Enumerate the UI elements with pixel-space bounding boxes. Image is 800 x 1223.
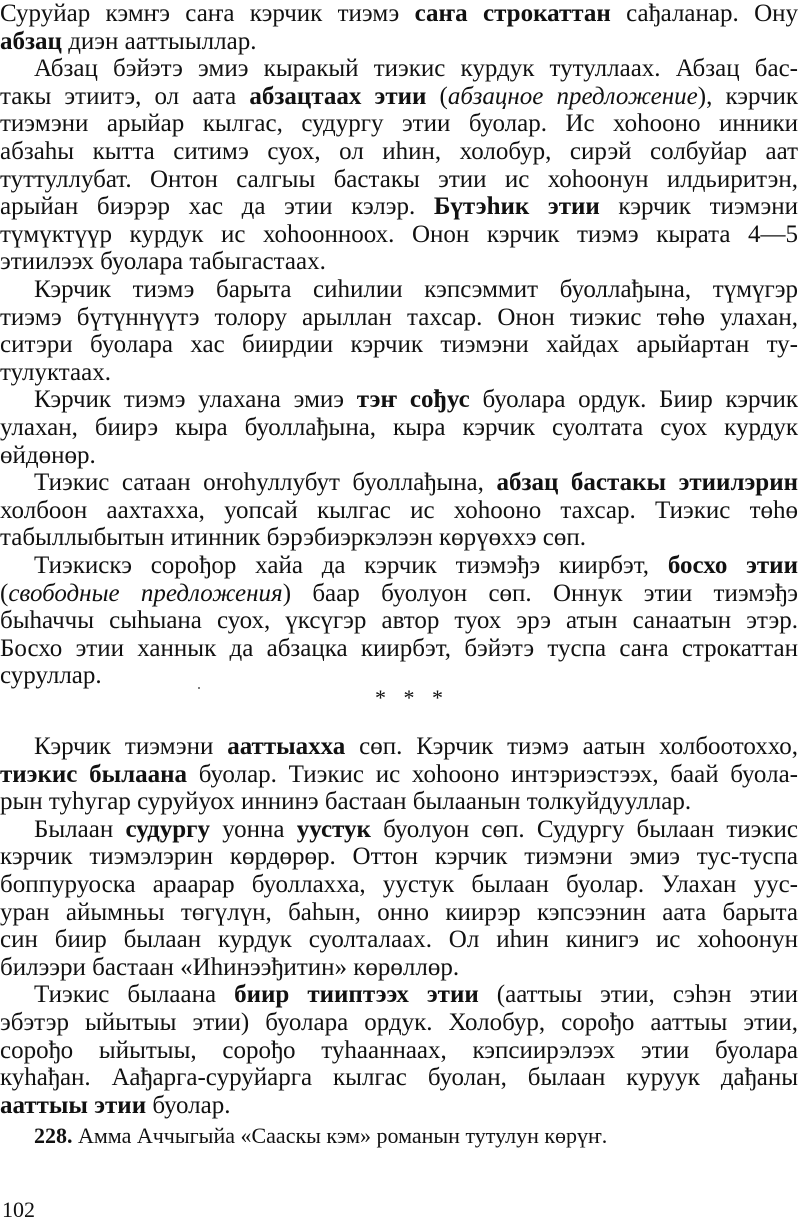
bold-term: тэҥ сођус <box>356 386 470 414</box>
text-line <box>0 524 798 552</box>
italic-term: абзацное предложение <box>447 82 698 110</box>
bold-term: босхо этии <box>667 552 798 579</box>
text-run: арыйан биэрэр хас да этии кэлэр. <box>0 193 434 221</box>
text-line <box>0 580 798 608</box>
bold-term: ааттыахха <box>227 733 346 760</box>
text-run: эбэтэр ыйытыы этии) буолара ордук. Холобур, сорођо ааттыы этии, <box>0 1009 798 1036</box>
text-run: уран айымньы төгүлүн, баһын, онно киирэр кэпсээнин аата барыта <box>0 898 798 926</box>
text-run: табыллыбытын итинник бэрэбиэркэлээн көрүөххэ сөп. <box>0 524 586 552</box>
text-run: боппуруоска араарар буоллахха, уустук былаан буолар. Улахан уус- <box>0 871 798 898</box>
text-run: холбоон аахтахха, уопсай кылгас ис хоһооно тахсар. Тиэкис төһө <box>0 496 798 524</box>
text-line <box>0 607 798 635</box>
text-run: абзаһы кытта ситимэ суох, ол иһин, холобур, сирэй солбуйар аат <box>0 138 798 165</box>
text-run: Былаан <box>34 815 126 843</box>
text-run: Тиэкискэ сорођор хайа да кэрчик тиэмэђэ киирбэт, <box>34 552 668 579</box>
text-line <box>0 138 798 166</box>
text-line <box>0 386 798 414</box>
text-run: туттуллубат. Онтон салгыы бастакы этии ис хоһоонун илдьиритэн, <box>0 165 798 193</box>
text-run: быһаччы сыһыана суох, үксүгэр автор туох эрэ атын санаатын этэр. <box>0 607 798 635</box>
text-line <box>0 788 798 816</box>
bold-term: тиэкис былаана <box>0 760 188 788</box>
exercise-text: Амма Аччыгыйа «Сааскы кэм» романын тутулун көрүҥ. <box>72 1123 608 1148</box>
text-run: түмүктүүр курдук ис хоһоонноох. Онон кэрчик тиэмэ кырата 4—5 <box>0 220 798 248</box>
italic-term: свободные предложения <box>8 579 283 607</box>
text-run: Кэрчик тиэмэ улахана эмиэ <box>34 386 357 414</box>
text-run: сорођо ыйытыы, сорођо туһааннаах, кэпсиирэлээх этии буолара <box>0 1036 798 1064</box>
text-line <box>0 1009 798 1037</box>
text-line <box>0 248 798 276</box>
text-line <box>0 193 798 221</box>
bold-term: Бүтэһик этии <box>433 193 600 221</box>
text-run: син биир былаан курдук суолталаах. Ол иһин кинигэ ис хоһоонун <box>0 926 798 954</box>
bold-term: абзацтаах этии <box>249 82 427 110</box>
text-run: суруллар. <box>0 662 102 690</box>
bold-term: биир тииптээх этии <box>234 981 479 1009</box>
text-run: диэн ааттыыллар. <box>61 27 257 55</box>
text-line <box>0 1037 798 1065</box>
text-line <box>0 469 798 497</box>
text-line <box>0 304 798 332</box>
text-run: буолуон сөп. Судургу былаан тиэкис <box>370 815 798 843</box>
text-run: ситэри буолара хас биирдии кэрчик тиэмэни хайдах арыйартан ту- <box>0 331 798 359</box>
text-line <box>0 55 798 83</box>
text-line <box>0 0 798 28</box>
text-line <box>0 83 798 111</box>
bold-term: уустук <box>296 815 371 843</box>
text-line <box>0 166 798 194</box>
text-run: буолар. Тиэкис ис хоһооно интэриэстээх, баай буола- <box>187 760 798 788</box>
text-run: кэрчик тиэмэни <box>599 193 798 221</box>
text-line <box>0 28 798 56</box>
text-run: тулуктаах. <box>0 358 111 386</box>
text-run: рын туһугар суруйуох иннинэ бастаан былаанын толкуйдууллар. <box>0 788 692 816</box>
text-line <box>0 110 798 138</box>
text-line <box>0 981 798 1009</box>
text-run: (ааттыы этии, сэһэн этии <box>478 981 798 1009</box>
text-run: этиилээх буолара табыгастаах. <box>0 248 326 276</box>
text-run: Тиэкис сатаан оҥоһуллубут буоллађына, <box>34 469 497 497</box>
text-run: билээри бастаан «Иһинээђитин» көрөллөр. <box>0 953 460 981</box>
text-run: сөп. Кэрчик тиэмэ аатын холбоотоххо, <box>345 733 798 760</box>
text-run: Суруйар кэмҥэ саҥа кэрчик тиэмэ <box>0 0 415 27</box>
text-run: Босхо этии ханнык да абзацка киирбэт, бэйэтэ туспа саҥа строкаттан <box>0 634 798 662</box>
bold-term: абзац <box>0 27 62 55</box>
text-run: Кэрчик тиэмэ барыта сиһилии кэпсэммит буоллађына, түмүгэр <box>34 276 798 303</box>
text-line <box>0 331 798 359</box>
text-line <box>0 359 798 387</box>
text-line <box>0 442 798 470</box>
text-run: Абзац бэйэтэ эмиэ кыракый тиэкис курдук тутуллаах. Абзац бас- <box>34 55 798 83</box>
text-run: куһађан. Аађарга-суруйарга кылгас буолан, былаан куруук дађаны <box>0 1064 798 1092</box>
bold-term: ааттыы этии <box>0 1091 147 1119</box>
text-line <box>0 497 798 525</box>
text-run: ( <box>426 82 448 110</box>
text-line <box>0 552 798 580</box>
text-run: буолара ордук. Биир кэрчик <box>469 386 799 414</box>
text-run: кэрчик тиэмэлэрин көрдөрөр. Оттон кэрчик тиэмэни эмиэ тус-туспа <box>0 843 798 871</box>
text-line <box>0 954 798 982</box>
exercise <box>34 1123 607 1149</box>
text-run: ) баар буолуон сөп. Оннук этии тиэмэђэ <box>282 579 798 607</box>
text-run: тиэмэни арыйар кылгас, судургу этии буолар. Ис хоһооно инники <box>0 110 798 138</box>
text-line <box>0 1064 798 1092</box>
text-run: такы этиитэ, ол аата <box>0 82 250 110</box>
text-line <box>0 733 798 761</box>
text-run: ), кэрчик <box>697 82 799 110</box>
exercise-number: 228. <box>34 1123 73 1148</box>
text-line <box>0 221 798 249</box>
text-run: улахан, биирэ кыра буоллађына, кыра кэрчик суолтата суох курдук <box>0 414 798 441</box>
text-line <box>0 816 798 844</box>
text-line <box>0 871 798 899</box>
text-line <box>0 276 798 304</box>
text-run: буолар. <box>146 1091 231 1119</box>
text-line <box>0 414 798 442</box>
page-number: 102 <box>2 1197 35 1222</box>
text-line <box>0 1092 798 1120</box>
bold-term: абзац бастакы этиилэрин <box>496 469 798 497</box>
text-run: өйдөнөр. <box>0 441 96 469</box>
text-line <box>0 843 798 871</box>
text-run: ( <box>0 579 9 607</box>
text-run: Кэрчик тиэмэни <box>34 733 228 760</box>
text-run: сађаланар. Ону <box>610 0 799 27</box>
scan-speck <box>198 687 200 689</box>
text-line <box>0 635 798 663</box>
section-separator: * * * <box>375 685 449 710</box>
text-line <box>0 926 798 954</box>
text-line <box>0 761 798 789</box>
bold-term: саҥа строкаттан <box>414 0 611 27</box>
text-line <box>0 899 798 927</box>
text-run: уонна <box>210 815 297 843</box>
bold-term: судургу <box>125 815 211 843</box>
text-run: тиэмэ бүтүннүүтэ толору арыллан тахсар. Онон тиэкис төһө улахан, <box>0 303 798 331</box>
text-run: Тиэкис былаана <box>34 981 235 1009</box>
